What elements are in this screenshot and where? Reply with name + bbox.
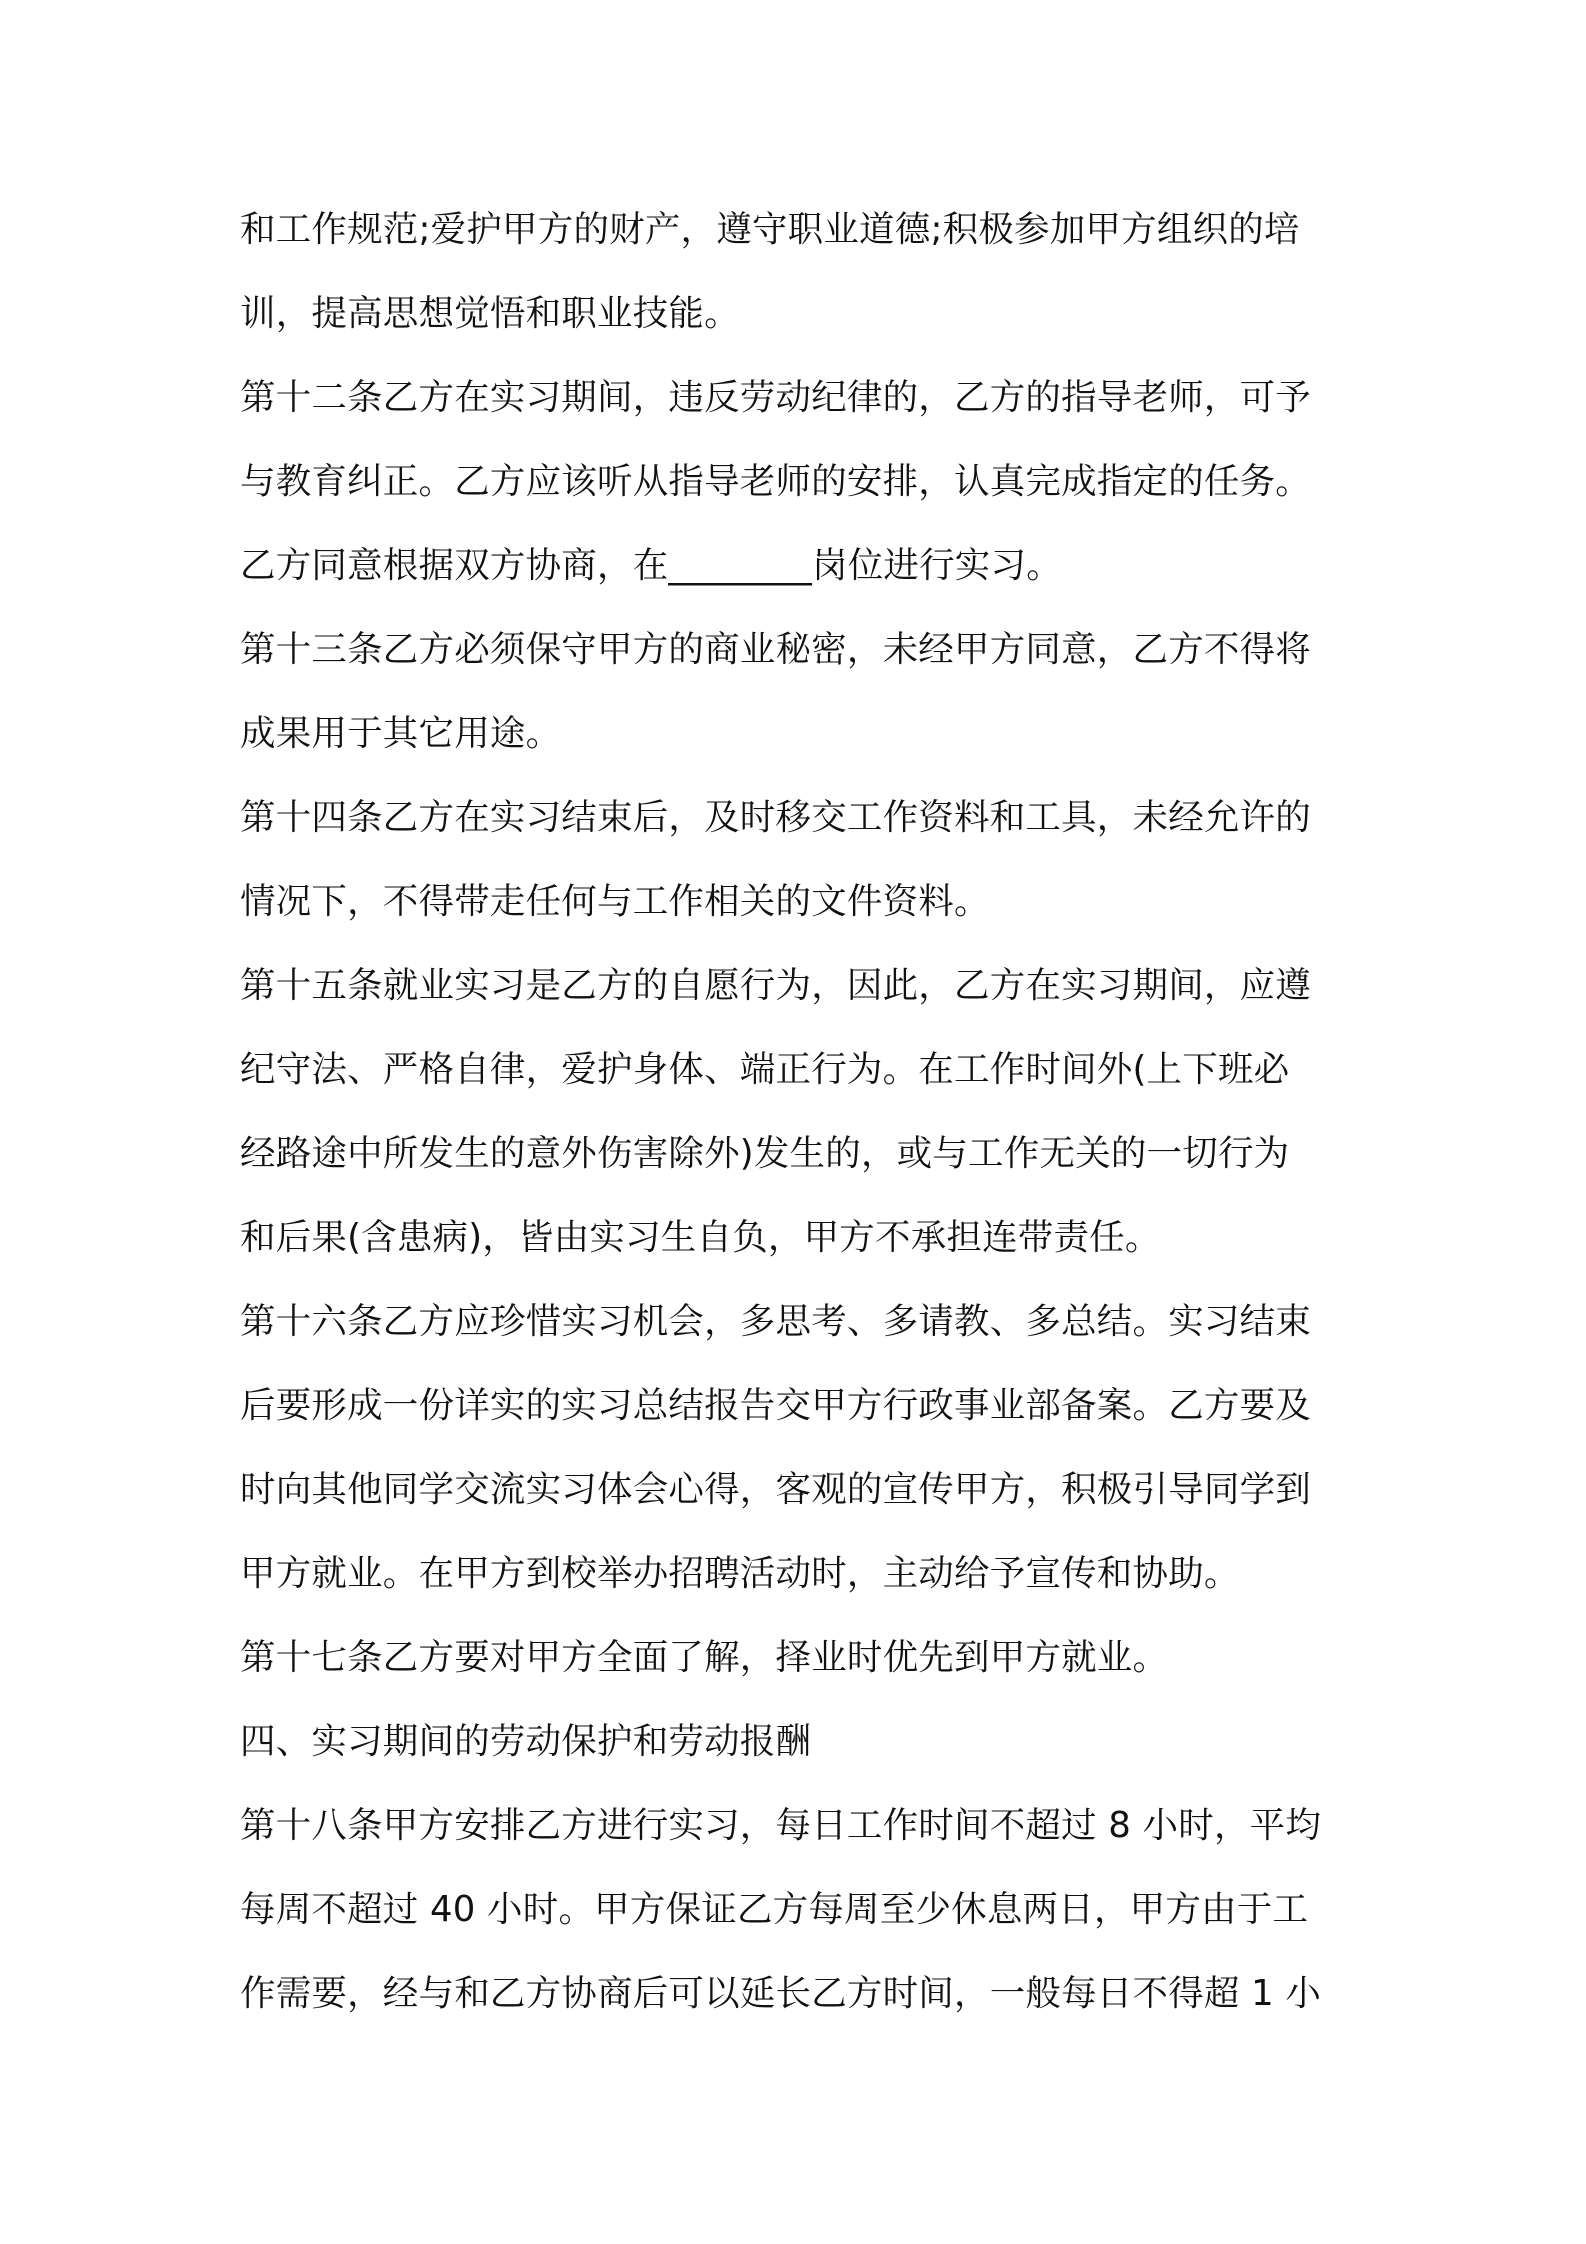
text-line: 后要形成一份详实的实习总结报告交甲方行政事业部备案。乙方要及 [240,1385,1312,1426]
text-line: 第十七条乙方要对甲方全面了解，择业时优先到甲方就业。 [240,1637,1169,1678]
text-line: 甲方就业。在甲方到校举办招聘活动时，主动给予宣传和协助。 [240,1553,1240,1594]
text-line: 成果用于其它用途。 [240,713,562,754]
text-line: 和工作规范;爱护甲方的财产，遵守职业道德;积极参加甲方组织的培 [240,209,1300,250]
text-line: 和后果(含患病)，皆由实习生自负，甲方不承担连带责任。 [240,1217,1161,1258]
text-line: 时向其他同学交流实习体会心得，客观的宣传甲方，积极引导同学到 [240,1469,1312,1510]
text-line: 乙方同意根据双方协商，在________岗位进行实习。 [240,545,1062,586]
text-line: 训，提高思想觉悟和职业技能。 [240,293,740,334]
text-line: 第十三条乙方必须保守甲方的商业秘密，未经甲方同意，乙方不得将 [240,629,1312,670]
text-line: 第十二条乙方在实习期间，违反劳动纪律的，乙方的指导老师，可予 [240,377,1312,418]
document-body [240,188,1356,2036]
text-line: 作需要，经与和乙方协商后可以延长乙方时间，一般每日不得超 1 小 [240,1973,1322,2014]
text-line: 经路途中所发生的意外伤害除外)发生的，或与工作无关的一切行为 [240,1133,1290,1174]
text-line: 第十五条就业实习是乙方的自愿行为，因此，乙方在实习期间，应遵 [240,965,1312,1006]
text-line: 情况下，不得带走任何与工作相关的文件资料。 [240,881,990,922]
text-line: 与教育纠正。乙方应该听从指导老师的安排，认真完成指定的任务。 [240,461,1312,502]
text-line: 第十八条甲方安排乙方进行实习，每日工作时间不超过 8 小时，平均 [240,1805,1322,1846]
text-line: 纪守法、严格自律，爱护身体、端正行为。在工作时间外(上下班必 [240,1049,1290,1090]
text-line: 每周不超过 40 小时。甲方保证乙方每周至少休息两日，甲方由于工 [240,1889,1309,1930]
section-heading: 四、实习期间的劳动保护和劳动报酬 [240,1721,812,1762]
text-line: 第十四条乙方在实习结束后，及时移交工作资料和工具，未经允许的 [240,797,1312,838]
text-line: 第十六条乙方应珍惜实习机会，多思考、多请教、多总结。实习结束 [240,1301,1312,1342]
